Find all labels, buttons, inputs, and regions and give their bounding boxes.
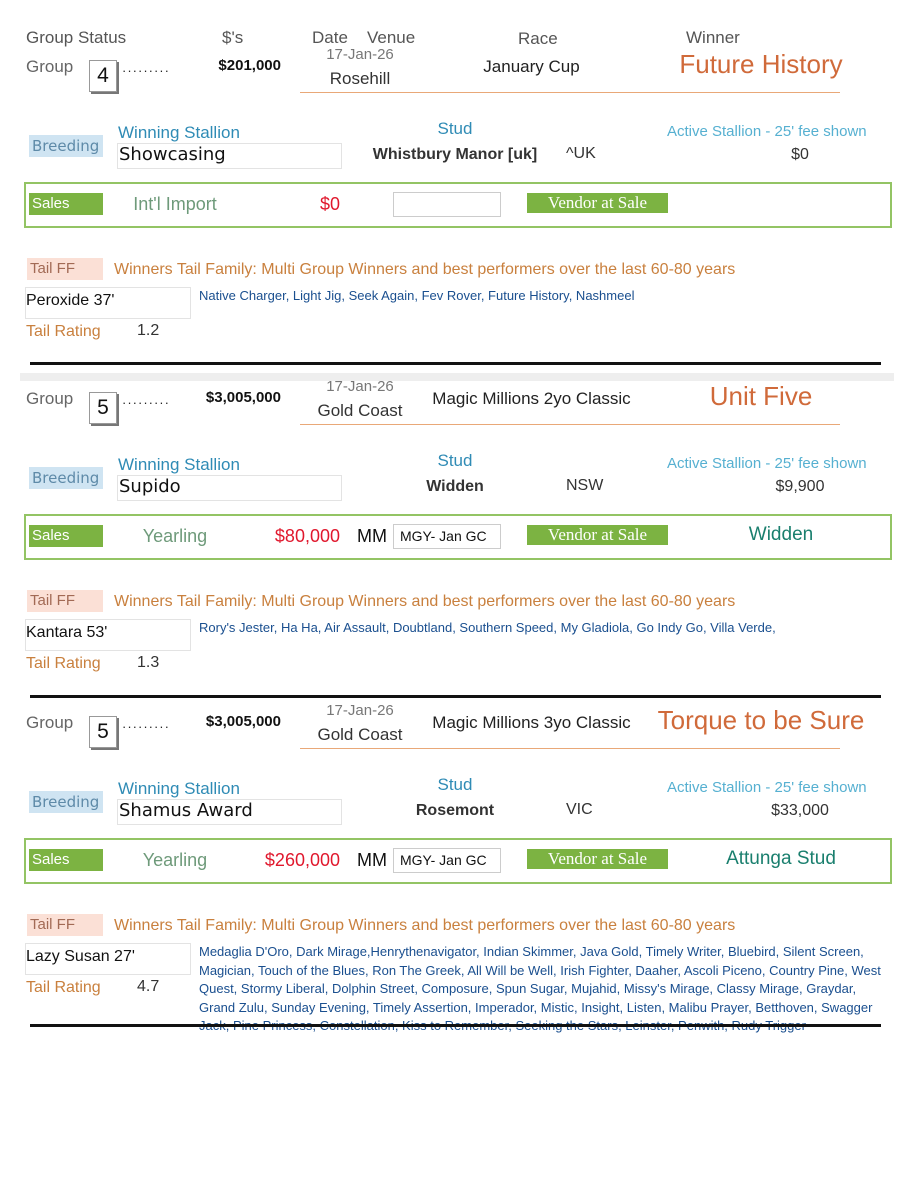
tail-winners: Medaglia D'Oro, Dark Mirage,Henrythenavigator, Indian Skimmer, Java Gold, Timely Writer, Bluebird, Silent Screen, Magician, Touch of the Blues, Ron The Greek, All Will be Well, Irish Fighter, Daaher, Ascoli Piceno, Country Pine, West Quest, Stormy Liberal, Dolphin Street, Composure, Spun Sugar, Mujahid, Missy's Mirage, Classy Mirage, Graydar, Grand Zulu, Sunday Evening, Timely Assertion, Imperador, Mistic, Insight, Listen, Malibu Prayer, Betthoven, Swagger xyxy=(199,944,881,1015)
stallion-field xyxy=(117,475,342,501)
tail-family-label: Winners Tail Family: Multi Group Winners and best performers over the last 60-80 years xyxy=(114,917,736,934)
race-winner: Torque to be Sure xyxy=(657,705,865,735)
sale-type: Yearling xyxy=(142,850,208,870)
active-stallion-label: Active Stallion - 25' fee shown xyxy=(667,123,867,140)
group-number: 5 xyxy=(89,716,117,748)
stud-label: Stud xyxy=(437,119,473,138)
winning-stallion-label: Winning Stallion xyxy=(118,779,240,798)
tail-family-label: Winners Tail Family: Multi Group Winners and best performers over the last 60-80 years xyxy=(114,261,736,278)
header-group-status: Group Status xyxy=(26,28,127,47)
stud-state: VIC xyxy=(566,801,593,818)
header-date: Date xyxy=(312,28,348,47)
sale-name-field xyxy=(393,192,501,217)
winning-stallion-label: Winning Stallion xyxy=(118,123,240,142)
breeding-tag: Breeding xyxy=(29,467,103,489)
stud-name: Whistbury Manor [uk] xyxy=(372,146,538,163)
race-winner: Future History xyxy=(679,49,843,79)
tail-mare-field xyxy=(25,619,191,651)
tail-mare: Lazy Susan 27' xyxy=(26,948,135,965)
sale-mm: MM xyxy=(357,526,387,546)
stallion-field xyxy=(117,143,342,169)
prize-money: $201,000 xyxy=(218,57,281,74)
header-race: Race xyxy=(518,29,558,48)
sale-price: $260,000 xyxy=(264,850,340,870)
tail-rating-label: Tail Rating xyxy=(26,979,101,996)
race-venue: Rosehill xyxy=(329,69,391,88)
race-underline xyxy=(300,424,840,425)
stallion-fee: $33,000 xyxy=(771,802,829,819)
header-winner: Winner xyxy=(686,28,740,47)
breeding-tag: Breeding xyxy=(29,135,103,157)
race-date: 17-Jan-26 xyxy=(326,702,394,719)
tail-mare: Kantara 53' xyxy=(26,624,108,641)
race-block xyxy=(0,0,914,340)
stud-label: Stud xyxy=(437,775,473,794)
sales-tag: Sales xyxy=(29,525,103,547)
race-underline xyxy=(300,748,840,749)
header-venue: Venue xyxy=(367,28,416,47)
tail-ff-tag: Tail FF xyxy=(27,590,103,612)
header-dollars: $'s xyxy=(222,28,244,47)
tail-winners: Rory's Jester, Ha Ha, Air Assault, Doubtland, Southern Speed, My Gladiola, Go Indy Go, Villa Verde, xyxy=(199,620,776,635)
tail-rating: 1.2 xyxy=(137,322,160,339)
race-name: January Cup xyxy=(483,57,580,76)
tail-rating-label: Tail Rating xyxy=(26,655,101,672)
race-winner: Unit Five xyxy=(709,381,813,411)
group-number: 5 xyxy=(89,392,117,424)
tail-mare-field xyxy=(25,287,191,319)
tail-mare-field xyxy=(25,943,191,975)
tail-rating-label: Tail Rating xyxy=(26,323,101,340)
stud-name: Widden xyxy=(426,478,484,495)
sale-mm: MM xyxy=(357,850,387,870)
vendor-at-sale-tag: Vendor at Sale xyxy=(527,849,668,869)
tail-rating: 1.3 xyxy=(137,654,160,671)
sale-type: Yearling xyxy=(142,526,208,546)
sale-price: $80,000 xyxy=(274,526,340,546)
group-dots: ········· xyxy=(122,63,170,78)
group-dots: ········· xyxy=(122,395,170,410)
stud-state: NSW xyxy=(566,477,604,494)
sale-name-field: MGY- Jan GC xyxy=(393,524,501,549)
vendor-at-sale-tag: Vendor at Sale xyxy=(527,525,668,545)
stallion-name: Showcasing xyxy=(119,144,226,165)
vendor-name: Widden xyxy=(748,524,814,545)
group-label: Group xyxy=(26,389,74,408)
group-number: 4 xyxy=(89,60,117,92)
tail-ff-tag: Tail FF xyxy=(27,914,103,936)
tail-ff-tag: Tail FF xyxy=(27,258,103,280)
block-separator xyxy=(30,1024,881,1027)
race-date: 17-Jan-26 xyxy=(326,46,394,63)
tail-winners: Native Charger, Light Jig, Seek Again, Fev Rover, Future History, Nashmeel xyxy=(199,288,635,303)
vendor-name: Attunga Stud xyxy=(726,848,836,869)
group-label: Group xyxy=(26,713,74,732)
stallion-fee: $0 xyxy=(791,146,809,163)
race-venue: Gold Coast xyxy=(317,401,403,420)
stud-state: ^UK xyxy=(566,145,596,162)
prize-money: $3,005,000 xyxy=(205,713,281,730)
tail-family-label: Winners Tail Family: Multi Group Winners and best performers over the last 60-80 years xyxy=(114,593,736,610)
race-name: Magic Millions 3yo Classic xyxy=(432,713,631,732)
tail-rating: 4.7 xyxy=(137,978,160,995)
prize-money: $3,005,000 xyxy=(205,389,281,406)
group-dots: ········· xyxy=(122,719,170,734)
stallion-name: Shamus Award xyxy=(119,800,253,821)
group-label: Group xyxy=(26,57,74,76)
sale-price: $0 xyxy=(319,194,340,214)
stallion-fee: $9,900 xyxy=(775,478,825,495)
winning-stallion-label: Winning Stallion xyxy=(118,455,240,474)
race-underline xyxy=(300,92,840,93)
vendor-at-sale-tag: Vendor at Sale xyxy=(527,193,668,213)
sale-name-field: MGY- Jan GC xyxy=(393,848,501,873)
breeding-tag: Breeding xyxy=(29,791,103,813)
race-block xyxy=(0,656,914,1015)
stud-name: Rosemont xyxy=(415,802,495,819)
sales-tag: Sales xyxy=(29,849,103,871)
sale-type: Int'l Import xyxy=(133,194,217,214)
active-stallion-label: Active Stallion - 25' fee shown xyxy=(667,779,867,796)
stallion-name: Supido xyxy=(119,476,181,497)
race-name: Magic Millions 2yo Classic xyxy=(432,389,631,408)
active-stallion-label: Active Stallion - 25' fee shown xyxy=(667,455,867,472)
sales-tag: Sales xyxy=(29,193,103,215)
race-venue: Gold Coast xyxy=(317,725,403,744)
race-block xyxy=(0,332,914,672)
stallion-field xyxy=(117,799,342,825)
tail-mare: Peroxide 37' xyxy=(26,292,115,309)
race-date: 17-Jan-26 xyxy=(326,378,394,395)
stud-label: Stud xyxy=(437,451,473,470)
